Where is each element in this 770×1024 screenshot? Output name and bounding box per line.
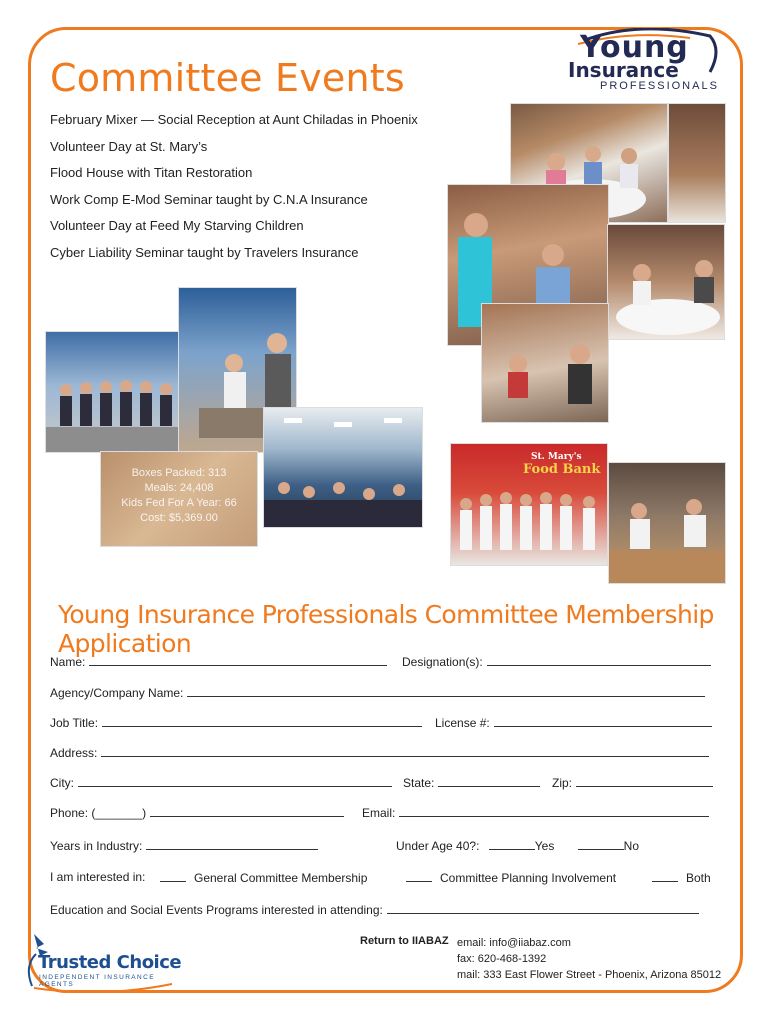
event-item: Cyber Liability Seminar taught by Travelers Insurance	[50, 244, 359, 260]
option-planning[interactable]	[406, 870, 616, 885]
job-title-input[interactable]	[102, 715, 422, 727]
photo-mixer-diners	[607, 224, 725, 340]
event-item: Volunteer Day at St. Mary’s	[50, 138, 208, 154]
under40-yes-blank[interactable]	[489, 838, 535, 850]
city-input[interactable]	[78, 775, 392, 787]
under40-yes-label: Yes	[534, 839, 555, 853]
caption-kids: Kids Fed For A Year: 66	[121, 497, 237, 509]
caption-boxes: Boxes Packed: 313	[131, 467, 227, 479]
application-title: Young Insurance Professionals Committee Membership Application	[58, 600, 714, 658]
caption-cost: Cost: $5,369.00	[140, 512, 218, 524]
agency-label: Agency/Company Name:	[50, 686, 184, 700]
agency-field[interactable]	[50, 685, 705, 700]
city-label: City:	[50, 776, 74, 790]
contact-email[interactable]: email: info@iiabaz.com	[457, 937, 571, 949]
photo-volunteer-results	[100, 451, 258, 547]
sign-food-bank: Food Bank	[523, 462, 601, 477]
zip-field[interactable]	[552, 775, 713, 790]
city-field[interactable]	[50, 775, 392, 790]
photo-food-bank-group	[450, 443, 608, 566]
designation-input[interactable]	[487, 654, 711, 666]
option-both-blank[interactable]	[652, 870, 678, 882]
email-input[interactable]	[399, 805, 709, 817]
education-input[interactable]	[387, 902, 699, 914]
interested-field	[50, 870, 145, 884]
trusted-choice-logo	[22, 926, 182, 992]
under40-label: Under Age 40?:	[396, 839, 480, 853]
years-field[interactable]	[50, 838, 318, 853]
email-field[interactable]	[362, 805, 709, 820]
option-general[interactable]	[160, 870, 367, 885]
trusted-choice-sub: INDEPENDENT INSURANCE AGENTS	[39, 974, 155, 988]
trusted-choice-name: Trusted Choice	[38, 952, 182, 973]
name-label: Name:	[50, 655, 86, 669]
zip-input[interactable]	[576, 775, 713, 787]
agency-input[interactable]	[187, 685, 705, 697]
under40-field	[396, 838, 639, 853]
page-title: Committee Events	[50, 56, 405, 100]
email-label: Email:	[362, 806, 396, 820]
state-field[interactable]	[403, 775, 540, 790]
address-input[interactable]	[101, 745, 709, 757]
name-input[interactable]	[89, 654, 387, 666]
option-planning-blank[interactable]	[406, 870, 432, 882]
caption-meals: Meals: 24,408	[144, 482, 214, 494]
photo-food-bank-boxes	[608, 462, 726, 584]
interested-label: I am interested in:	[50, 870, 146, 884]
photo-mixer-patio	[481, 303, 609, 423]
name-field[interactable]	[50, 654, 387, 669]
state-label: State:	[403, 776, 435, 790]
event-item: Volunteer Day at Feed My Starving Children	[50, 218, 304, 234]
logo-insurance: Insurance	[568, 58, 679, 82]
job-title-field[interactable]	[50, 715, 422, 730]
education-label: Education and Social Events Programs interested in attending:	[50, 903, 383, 917]
job-title-label: Job Title:	[50, 716, 99, 730]
photo-volunteer-hall	[263, 407, 423, 528]
under40-no-blank[interactable]	[578, 838, 624, 850]
years-label: Years in Industry:	[50, 839, 143, 853]
logo-young: Young	[580, 30, 689, 65]
event-item: February Mixer — Social Reception at Aunt Chiladas in Phoenix	[50, 112, 418, 127]
sign-st-marys: St. Mary's	[531, 452, 582, 462]
address-field[interactable]	[50, 745, 709, 760]
option-general-blank[interactable]	[160, 870, 186, 882]
option-planning-label: Committee Planning Involvement	[440, 871, 617, 885]
logo-professionals: PROFESSIONALS	[600, 80, 719, 92]
event-item: Work Comp E-Mod Seminar taught by C.N.A Insurance	[50, 191, 368, 207]
event-item: Flood House with Titan Restoration	[50, 165, 253, 181]
contact-mail: mail: 333 East Flower Street - Phoenix, Arizona 85012	[457, 969, 722, 981]
return-to: Return to IIABAZ	[360, 935, 449, 947]
yip-logo	[560, 28, 720, 98]
phone-field[interactable]	[50, 805, 344, 820]
option-both[interactable]	[652, 870, 711, 885]
photo-mixer-bar	[668, 103, 726, 223]
designation-label: Designation(s):	[402, 655, 483, 669]
state-input[interactable]	[438, 775, 540, 787]
zip-label: Zip:	[552, 776, 573, 790]
contact-fax: fax: 620-468-1392	[457, 953, 547, 965]
under40-no-label: No	[623, 839, 640, 853]
option-general-label: General Committee Membership	[194, 871, 368, 885]
years-input[interactable]	[146, 838, 318, 850]
address-label: Address:	[50, 746, 98, 760]
license-field[interactable]	[435, 715, 712, 730]
events-list	[50, 111, 418, 271]
phone-input[interactable]	[150, 805, 344, 817]
phone-label: Phone: (_______)	[50, 806, 147, 820]
license-input[interactable]	[494, 715, 712, 727]
designation-field[interactable]	[402, 654, 711, 669]
education-field[interactable]	[50, 902, 699, 917]
contact-info	[457, 935, 721, 983]
license-label: License #:	[435, 716, 490, 730]
option-both-label: Both	[686, 871, 711, 885]
